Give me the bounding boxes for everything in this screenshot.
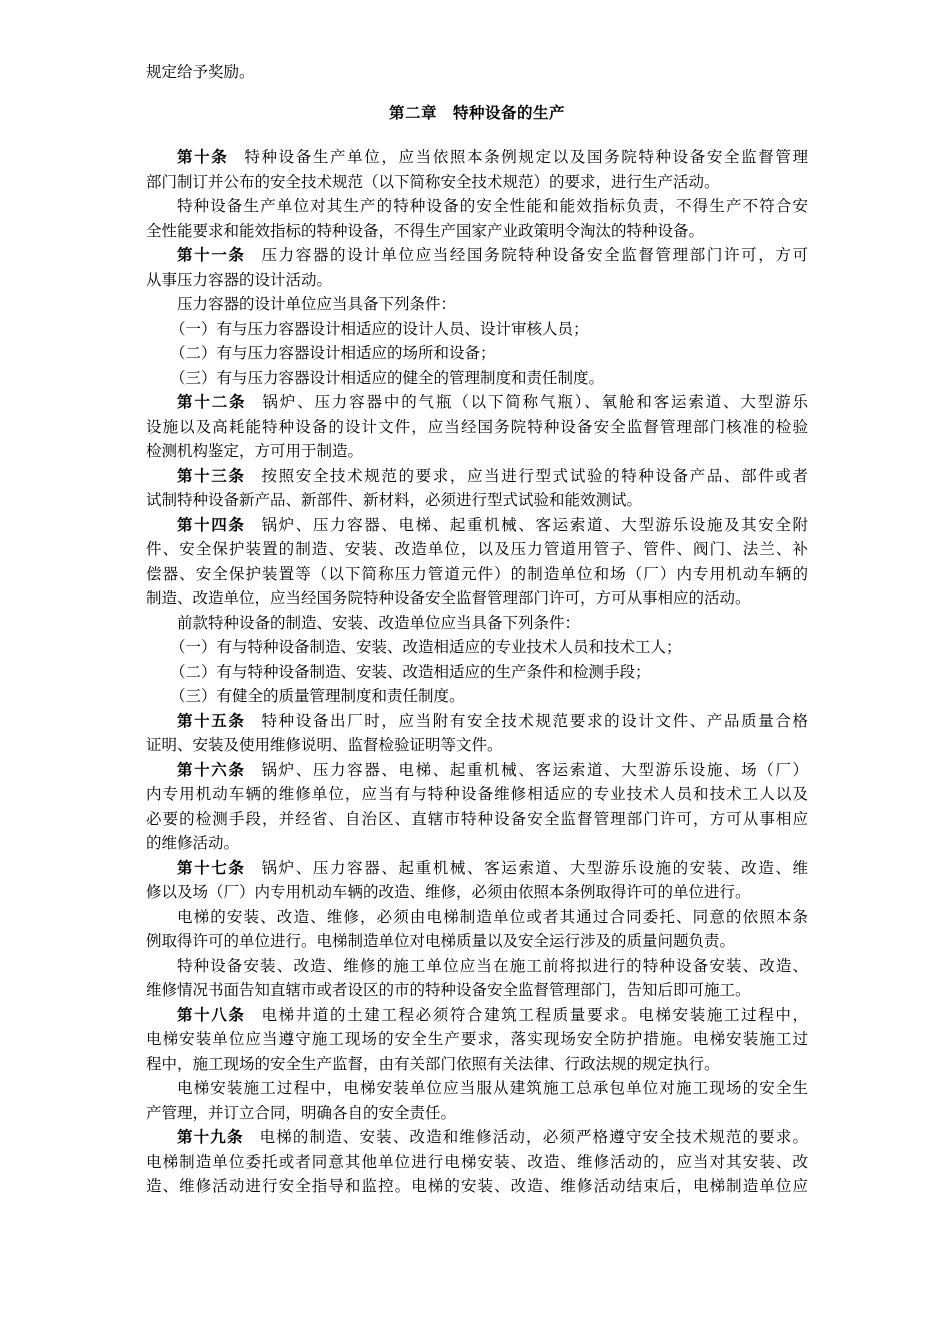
article-text: 压力容器的设计单位应当经国务院特种设备安全监督管理部门许可，方可 xyxy=(261,246,808,264)
paragraph-line: 检测机构鉴定，方可用于制造。 xyxy=(146,442,364,460)
article-label: 第十一条 xyxy=(177,246,246,264)
article-text: 锅炉、压力容器、电梯、起重机械、客运索道、大型游乐设施及其安全附 xyxy=(261,515,808,534)
paragraph-line xyxy=(146,1003,808,1028)
paragraph-line: 电梯制造单位委托或者同意其他单位进行电梯安装、改造、维修活动的，应当对其安装、改 xyxy=(146,1152,808,1171)
paragraph-line: 程中，施工现场的安全生产监督，由有关部门依照有关法律、行政法规的规定执行。 xyxy=(146,1054,720,1073)
article-text: 锅炉、压力容器、电梯、起重机械、客运索道、大型游乐设施、场（厂） xyxy=(261,760,808,779)
article-15 xyxy=(146,709,808,758)
article-text: 按照安全技术规范的要求，应当进行型式试验的特种设备产品、部件或者 xyxy=(261,466,808,485)
article-text: 电梯的制造、安装、改造和维修活动，必须严格遵守安全技术规范的要求。 xyxy=(259,1128,808,1146)
paragraph-line: 的维修活动。 xyxy=(146,834,240,852)
paragraph-line: 特种设备安装、改造、维修的施工单位应当在施工前将拟进行的特种设备安装、改造、 xyxy=(177,956,808,975)
paragraph-line: 电梯的安装、改造、维修，必须由电梯制造单位或者其通过合同委托、同意的依照本条 xyxy=(177,907,808,926)
article-17 xyxy=(146,856,808,1003)
article-label: 第十四条 xyxy=(177,515,246,534)
article-text: 电梯井道的土建工程必须符合建筑工程质量要求。电梯安装施工过程中， xyxy=(261,1005,808,1024)
article-label: 第十八条 xyxy=(177,1005,246,1024)
paragraph-line: 例取得许可的单位进行。电梯制造单位对电梯质量以及安全运行涉及的质量问题负责。 xyxy=(146,932,736,950)
paragraph-line: 特种设备生产单位对其生产的特种设备的安全性能和能效指标负责，不得生产不符合安 xyxy=(177,197,808,215)
paragraph-line: 制造、改造单位，应当经国务院特种设备安全监督管理部门许可，方可从事相应的活动。 xyxy=(146,589,751,607)
paragraph-line: 试制特种设备新产品、新部件、新材料，必须进行型式试验和能效测试。 xyxy=(146,491,643,509)
paragraph-line: 设施以及高耗能特种设备的设计文件，应当经国务院特种设备安全监督管理部门核准的检验 xyxy=(146,417,808,436)
article-text: 锅炉、压力容器中的气瓶（以下简称气瓶）、氧舱和客运索道、大型游乐 xyxy=(262,393,808,411)
article-text: 锅炉、压力容器、起重机械、客运索道、大型游乐设施的安装、改造、维 xyxy=(261,858,808,877)
paragraph-line: 全性能要求和能效指标的特种设备，不得生产国家产业政策明令淘汰的特种设备。 xyxy=(146,221,705,240)
paragraph-line xyxy=(146,243,808,268)
article-10 xyxy=(146,145,808,243)
article-text: 特种设备出厂时，应当附有安全技术规范要求的设计文件、产品质量合格 xyxy=(261,711,808,730)
paragraph-line: 从事压力容器的设计活动。 xyxy=(146,270,333,289)
paragraph-line: 电梯安装施工过程中，电梯安装单位应当服从建筑施工总承包单位对施工现场的安全生 xyxy=(177,1079,808,1097)
chapter-title: 第二章 特种设备的生产 xyxy=(388,103,565,122)
paragraph-line xyxy=(146,856,808,881)
paragraph-line: 部门制订并公布的安全技术规范（以下简称安全技术规范）的要求，进行生产活动。 xyxy=(146,172,720,191)
article-label: 第十条 xyxy=(177,148,229,166)
paragraph-line xyxy=(146,758,808,783)
list-item: （二）有与压力容器设计相适应的场所和设备； xyxy=(170,344,496,362)
paragraph-line: 必要的检测手段，并经省、自治区、直辖市特种设备安全监督管理部门许可，方可从事相应 xyxy=(146,809,808,828)
article-16 xyxy=(146,758,808,856)
article-text: 特种设备生产单位，应当依照本条例规定以及国务院特种设备安全监督管理 xyxy=(244,148,808,166)
paragraph-line: 证明、安装及使用维修说明、监督检验证明等文件。 xyxy=(146,736,503,754)
article-18 xyxy=(146,1003,808,1126)
article-label: 第十三条 xyxy=(177,466,246,485)
paragraph-line: 造、维修活动进行安全指导和监控。电梯的安装、改造、维修活动结束后，电梯制造单位应 xyxy=(146,1177,808,1195)
paragraph-line: 产管理，并订立合同，明确各自的安全责任。 xyxy=(146,1103,457,1122)
article-13 xyxy=(146,464,808,513)
article-14 xyxy=(146,513,808,709)
article-label: 第十九条 xyxy=(177,1128,244,1146)
paragraph-line: 内专用机动车辆的维修单位，应当有与特种设备维修相适应的专业技术人员和技术工人以及 xyxy=(146,785,808,803)
paragraph-line xyxy=(146,1125,808,1150)
paragraph-line: 电梯安装单位应当遵守施工现场的安全生产要求，落实现场安全防护措施。电梯安装施工过 xyxy=(146,1030,808,1048)
paragraph-line: 修以及场（厂）内专用机动车辆的改造、维修，必须由依照本条例取得许可的单位进行。 xyxy=(146,883,751,901)
list-item: （一）有与特种设备制造、安装、改造相适应的专业技术人员和技术工人； xyxy=(170,638,682,656)
continuation-text: 规定给予奖励。 xyxy=(146,63,255,81)
paragraph-line: 压力容器的设计单位应当具备下列条件： xyxy=(177,295,457,313)
article-11 xyxy=(146,243,808,390)
paragraph-line xyxy=(146,513,808,538)
paragraph-line: 维修情况书面告知直辖市或者设区的市的特种设备安全监督管理部门，告知后即可施工。 xyxy=(146,981,751,999)
list-item: （一）有与压力容器设计相适应的设计人员、设计审核人员； xyxy=(170,319,589,338)
article-label: 第十六条 xyxy=(177,760,246,779)
list-item: （三）有健全的质量管理制度和责任制度。 xyxy=(170,687,465,705)
paragraph-line xyxy=(146,709,808,734)
paragraph-line: 偿器、安全保护装置等（以下简称压力管道元件）的制造单位和场（厂）内专用机动车辆的 xyxy=(146,564,808,583)
paragraph-line xyxy=(146,390,808,415)
paragraph-line xyxy=(146,145,808,170)
paragraph-line: 前款特种设备的制造、安装、改造单位应当具备下列条件： xyxy=(177,613,581,632)
list-item: （三）有与压力容器设计相适应的健全的管理制度和责任制度。 xyxy=(170,368,605,387)
article-label: 第十五条 xyxy=(177,711,246,730)
article-19 xyxy=(146,1125,808,1199)
document-page xyxy=(146,60,808,1199)
article-label: 第十七条 xyxy=(177,858,246,877)
article-12 xyxy=(146,390,808,464)
paragraph-line xyxy=(146,464,808,489)
list-item: （二）有与特种设备制造、安装、改造相适应的生产条件和检测手段； xyxy=(170,662,651,681)
article-label: 第十二条 xyxy=(177,393,247,411)
paragraph-line: 件、安全保护装置的制造、安装、改造单位，以及压力管道用管子、管件、阀门、法兰、补 xyxy=(146,540,808,558)
